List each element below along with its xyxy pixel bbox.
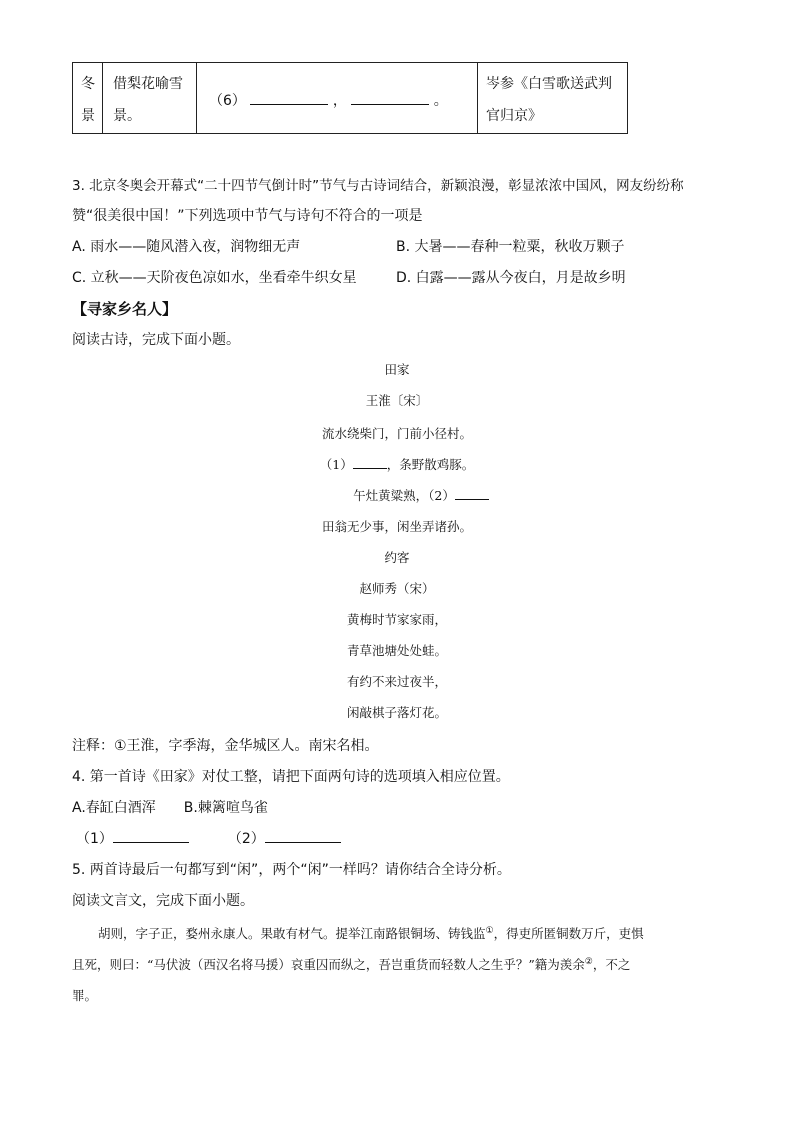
q3-option-c[interactable]: C. 立秋——天阶夜色凉如水，坐看牵牛织女星: [72, 270, 357, 286]
footnote-marker-1: ①: [485, 925, 494, 936]
prose-line2a: 且死，则曰：“马伏波（西汉名将马援）哀重囚而纵之，吾岂重货而轻数人之生乎？”籍为羡余: [72, 957, 585, 972]
poem1-line3: [0, 486, 794, 504]
poem2-author: 赵师秀（宋）: [359, 581, 435, 596]
answer-blank-6b[interactable]: [351, 103, 429, 105]
q4-answer-blank-2[interactable]: [265, 841, 341, 843]
poem1-line1: 流水绕柴门，门前小径村。: [321, 426, 472, 441]
q4-stem: 4. 第一首诗《田家》对仗工整，请把下面两句诗的选项填入相应位置。: [72, 769, 510, 785]
prose-line1a: 胡则，字子正，婺州永康人。果敢有材气。提举江南路银铜场、铸钱监: [98, 926, 486, 941]
poem1-line3-prefix: 午灶黄粱熟，（2）: [353, 488, 455, 503]
table-cell-source: [478, 63, 629, 133]
source-line-1: 岑参《白雪歌送武判: [486, 76, 612, 92]
prose-line3: 罪。: [72, 988, 98, 1003]
poem1-line2: [0, 455, 794, 473]
q4-blank2-label: （2）: [227, 831, 265, 847]
q3-option-b[interactable]: B. 大暑——春种一粒粟，秋收万颗子: [396, 239, 625, 255]
season-char-2: 景: [81, 108, 95, 124]
section-title: 【寻家乡名人】: [72, 300, 178, 318]
poem-note: 注释：①王淮，字季海，金华城区人。南宋名相。: [72, 738, 379, 754]
poem-blank-2[interactable]: [455, 498, 489, 500]
poem1-line2-suffix: ，条野散鸡豚。: [386, 457, 475, 472]
instruction-prose: 阅读文言文，完成下面小题。: [72, 893, 254, 909]
poem2-line4: 闲敲棋子落灯花。: [346, 705, 447, 720]
prose-line2b: ，不之: [592, 957, 631, 972]
q3-stem-line2: 赞“很美很中国！”下列选项中节气与诗句不符合的一项是: [72, 208, 423, 224]
table-cell-blank: [197, 63, 478, 133]
q5-stem: 5. 两首诗最后一句都写到“闲”，两个“闲”一样吗？请你结合全诗分析。: [72, 862, 511, 878]
table-cell-season: [73, 63, 103, 133]
desc-line-1: 借梨花喻雪: [113, 76, 183, 92]
answer-blank-6a[interactable]: [250, 103, 328, 105]
prose-line1b: ，得吏所匿铜数万斤，吏惧: [493, 926, 644, 941]
q3-stem-line1: 3. 北京冬奥会开幕式“二十四节气倒计时”节气与古诗词结合，新颖浪漫，彰显浓浓中国风，网友纷纷称: [72, 178, 684, 194]
prose-line2: [72, 955, 630, 973]
q4-answer-blank-1[interactable]: [113, 841, 189, 843]
q3-option-a[interactable]: A. 雨水——随风潜入夜，润物细无声: [72, 239, 301, 255]
blank-end: 。: [433, 93, 448, 109]
poem-blank-1[interactable]: [353, 467, 387, 469]
poem1-title: 田家: [384, 362, 410, 377]
blank-sep: ，: [332, 93, 347, 109]
instruction-poems: 阅读古诗，完成下面小题。: [72, 332, 240, 348]
poem2-line1: 黄梅时节家家雨，: [346, 612, 447, 627]
prose-line1: [98, 924, 644, 942]
poem2-title: 约客: [384, 550, 410, 565]
q4-blank1-label: （1）: [76, 831, 113, 847]
poem-table: [72, 62, 628, 134]
poem1-line2-prefix: （1）: [319, 457, 353, 472]
desc-line-2: 景。: [113, 108, 141, 124]
source-line-2: 官归京》: [486, 108, 542, 124]
q4-options: A.春缸白酒浑 B.棘篱喧鸟雀: [72, 800, 268, 816]
poem2-line2: 青草池塘处处蛙。: [346, 643, 447, 658]
footnote-marker-2: ②: [584, 956, 593, 967]
q4-answer-row: [76, 828, 341, 848]
season-char-1: 冬: [81, 76, 95, 92]
poem2-line3: 有约不来过夜半，: [346, 674, 447, 689]
q3-option-d[interactable]: D. 白露——露从今夜白，月是故乡明: [396, 270, 626, 286]
poem1-line4: 田翁无少事，闲坐弄诸孙。: [321, 519, 472, 534]
table-cell-desc: [103, 63, 197, 133]
poem1-author: 王淮〔宋〕: [365, 393, 429, 408]
blank-prefix: （6）: [209, 93, 246, 109]
